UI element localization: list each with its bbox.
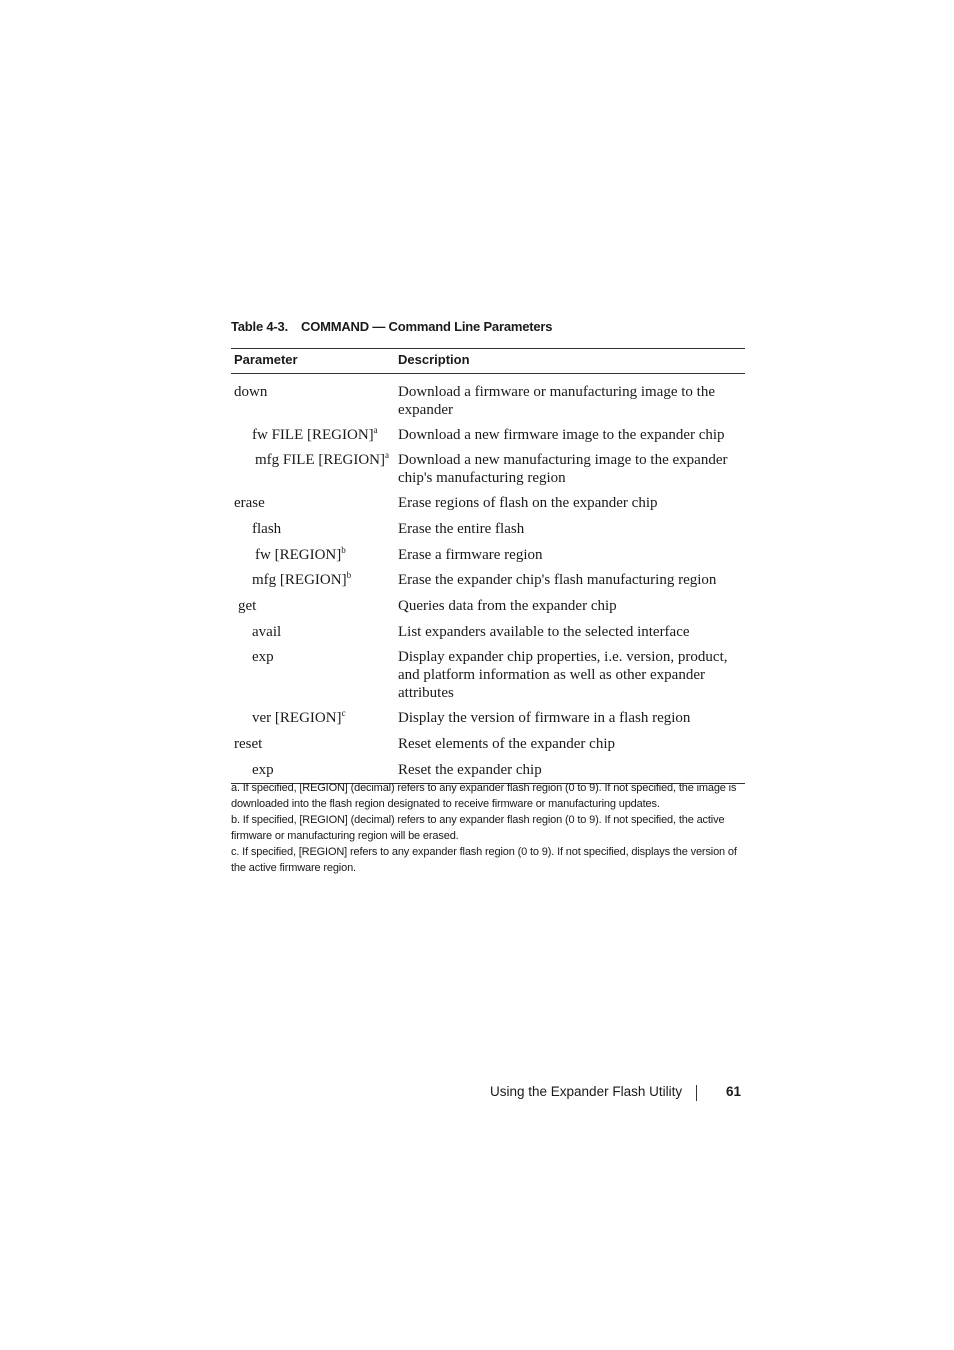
row-description: Download a new firmware image to the expander chip — [398, 427, 725, 443]
row-description: Display expander chip properties, i.e. version, product, and platform information as well as other expander attributes — [398, 649, 728, 701]
table-footnotes — [231, 780, 751, 876]
row-description: List expanders available to the selected interface — [398, 624, 690, 640]
table-row — [231, 623, 745, 648]
row-description: Download a firmware or manufacturing image to the expander — [398, 384, 715, 418]
footnote-ref: a — [384, 450, 389, 460]
row-parameter: reset — [234, 736, 263, 752]
footnote-ref: a — [373, 425, 378, 435]
row-description: Queries data from the expander chip — [398, 598, 617, 614]
table-row — [231, 571, 745, 597]
row-parameter: erase — [234, 495, 265, 511]
row-description: Erase the expander chip's flash manufacturing region — [398, 572, 717, 588]
table-number: Table 4-3. — [231, 319, 289, 334]
footer-title: Using the Expander Flash Utility — [490, 1084, 683, 1099]
table-row — [231, 451, 745, 494]
command-parameters-table — [231, 348, 745, 784]
table-row — [231, 426, 745, 451]
row-description: Display the version of firmware in a flash region — [398, 710, 691, 726]
row-parameter: ver [REGION] — [252, 710, 342, 726]
footnote-b: b. If specified, [REGION] (decimal) refers to any expander flash region (0 to 9). If not specified, the active firmware or manufacturing region will be erased. — [231, 814, 725, 842]
table-caption — [231, 319, 552, 334]
row-parameter: avail — [252, 624, 282, 640]
row-description: Erase regions of flash on the expander chip — [398, 495, 658, 511]
footnote-c: c. If specified, [REGION] refers to any expander flash region (0 to 9). If not specified, displays the version of the active firmware region. — [231, 846, 737, 874]
row-description: Reset elements of the expander chip — [398, 736, 616, 752]
row-parameter: down — [234, 384, 268, 400]
footnote-ref: c — [341, 708, 346, 718]
table-header-row — [231, 349, 745, 374]
table-row — [231, 494, 745, 520]
table-row — [231, 546, 745, 571]
row-parameter: mfg FILE [REGION] — [255, 452, 385, 468]
row-parameter: fw FILE [REGION] — [252, 427, 374, 443]
footer-separator — [696, 1085, 697, 1101]
row-parameter: exp — [252, 649, 274, 665]
table-row — [231, 383, 745, 426]
row-parameter: get — [238, 598, 257, 614]
table-row — [231, 709, 745, 735]
row-parameter: fw [REGION] — [255, 547, 342, 563]
footnote-ref: b — [341, 545, 346, 555]
row-description: Erase the entire flash — [398, 521, 525, 537]
row-description: Erase a firmware region — [398, 547, 543, 563]
table-row — [231, 735, 745, 761]
table-title: COMMAND — Command Line Parameters — [301, 319, 553, 334]
row-parameter: exp — [252, 762, 274, 778]
row-parameter: mfg [REGION] — [252, 572, 347, 588]
row-parameter: flash — [252, 521, 282, 537]
table-row — [231, 520, 745, 546]
footnote-a: a. If specified, [REGION] (decimal) refers to any expander flash region (0 to 9). If not specified, the image is downloaded into the flash region designated to receive firmware or manufacturing updates. — [231, 782, 737, 810]
footnote-ref: b — [346, 570, 352, 580]
row-description: Reset the expander chip — [398, 762, 542, 778]
header-description: Description — [398, 352, 470, 367]
header-parameter: Parameter — [234, 352, 298, 367]
page-number: 61 — [726, 1084, 742, 1099]
table-row — [231, 648, 745, 709]
table-row — [231, 597, 745, 623]
row-description: Download a new manufacturing image to the expander chip's manufacturing region — [398, 452, 728, 486]
